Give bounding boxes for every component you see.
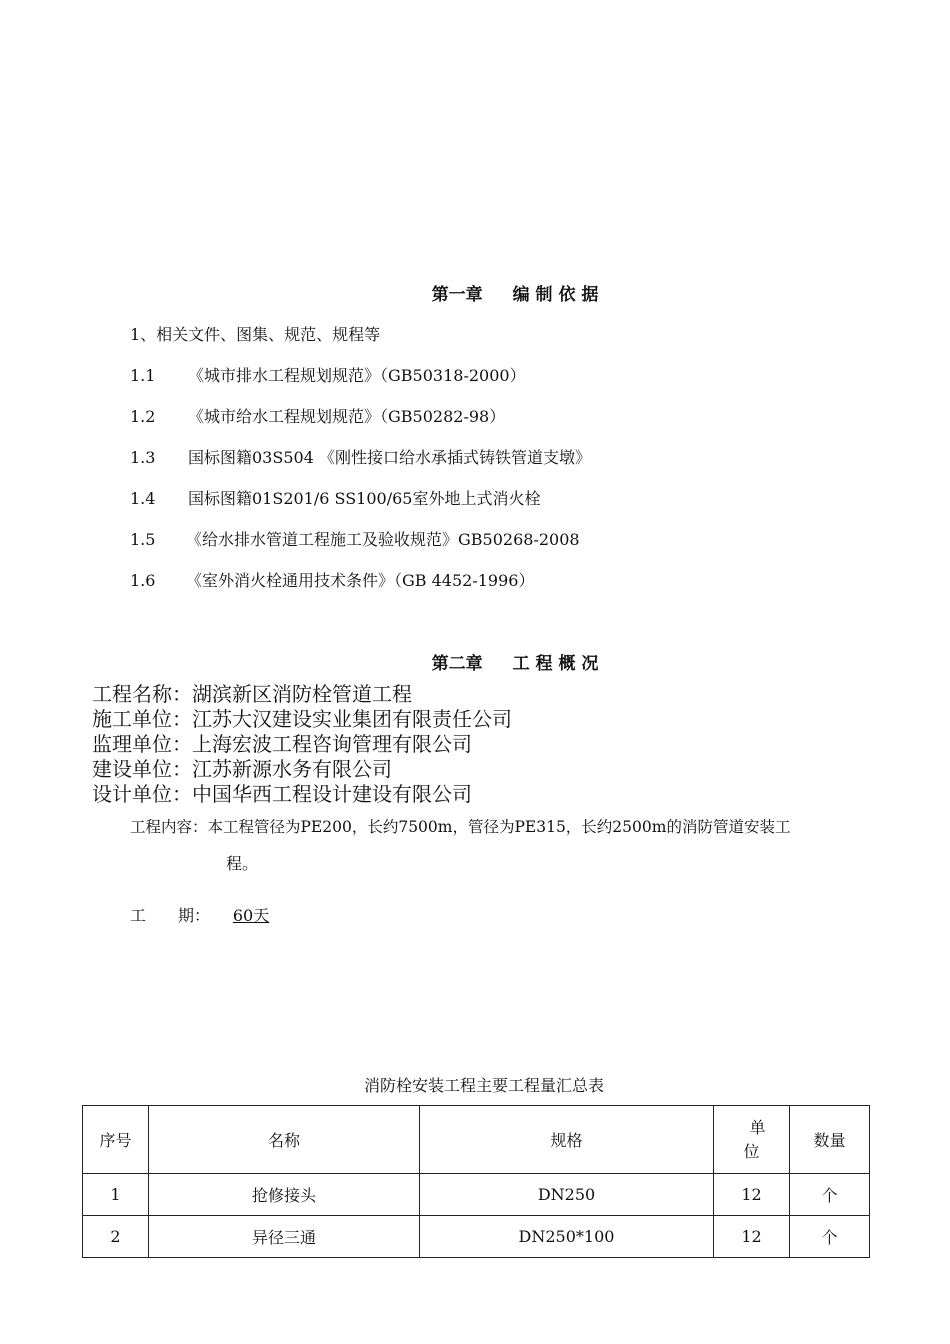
chapter1-title: 编 制 依 据	[512, 285, 599, 305]
project-content: 工程内容：本工程管径为PE200，长约7500m，管径为PE315，长约2500m的消防管道安装工	[130, 818, 791, 836]
cell-name: 抢修接头	[149, 1174, 420, 1216]
cell-seq: 1	[83, 1174, 149, 1216]
item-text: 《城市排水工程规划规范》（GB50318-2000）	[188, 366, 526, 385]
list-item	[130, 363, 526, 386]
list-item	[130, 568, 534, 591]
owner-unit: 建设单位：江苏新源水务有限公司	[92, 757, 392, 781]
item-text: 《城市给水工程规划规范》（GB50282-98）	[188, 407, 506, 426]
design-unit: 设计单位：中国华西工程设计建设有限公司	[92, 782, 472, 806]
header-qty: 数量	[790, 1106, 870, 1174]
cell-name: 异径三通	[149, 1216, 420, 1258]
list-item	[130, 527, 580, 550]
header-unit: 单 位	[714, 1106, 790, 1174]
item-number: 1.5	[130, 530, 156, 549]
header-spec: 规格	[420, 1106, 714, 1174]
cell-seq: 2	[83, 1216, 149, 1258]
item-text: 《室外消火栓通用技术条件》（GB 4452-1996）	[186, 571, 535, 590]
list-item	[130, 486, 540, 509]
project-name: 工程名称：湖滨新区消防栓管道工程	[92, 682, 412, 706]
header-name: 名称	[149, 1106, 420, 1174]
item-number: 1.4	[130, 489, 156, 508]
chapter1-prefix: 第一章	[431, 285, 483, 305]
item-text: 国标图籍01S201/6 SS100/65室外地上式消火栓	[188, 489, 541, 508]
table-row	[83, 1216, 870, 1258]
item-text: 《给水排水管道工程施工及验收规范》GB50268-2008	[186, 530, 580, 549]
item-number: 1.6	[130, 571, 156, 590]
table-header-row	[83, 1106, 870, 1174]
header-seq: 序号	[83, 1106, 149, 1174]
table-title: 消防栓安装工程主要工程量汇总表	[363, 1076, 604, 1095]
list-item	[130, 445, 591, 468]
cell-unit: 12	[714, 1216, 790, 1258]
construction-unit: 施工单位：江苏大汉建设实业集团有限责任公司	[92, 707, 512, 731]
project-period	[130, 903, 286, 926]
project-content-continued: 程。	[226, 854, 259, 873]
period-value: 60天	[232, 906, 270, 925]
item-number: 1.2	[130, 407, 156, 426]
chapter1-heading	[0, 280, 950, 305]
item-number: 1.3	[130, 448, 156, 467]
chapter1-intro: 1、相关文件、图集、规范、规程等	[130, 325, 381, 344]
supervision-unit: 监理单位：上海宏波工程咨询管理有限公司	[92, 732, 472, 756]
cell-spec: DN250*100	[420, 1216, 714, 1258]
list-item	[130, 404, 505, 427]
chapter2-heading	[0, 649, 950, 674]
item-number: 1.1	[130, 366, 156, 385]
quantity-summary-table	[82, 1105, 870, 1258]
item-text: 国标图籍03S504 《刚性接口给水承插式铸铁管道支墩》	[188, 448, 591, 467]
chapter2-prefix: 第二章	[431, 654, 483, 674]
cell-unit: 12	[714, 1174, 790, 1216]
cell-qty: 个	[790, 1216, 870, 1258]
cell-spec: DN250	[420, 1174, 714, 1216]
period-label: 工 期：	[130, 906, 211, 925]
cell-qty: 个	[790, 1174, 870, 1216]
table-row	[83, 1174, 870, 1216]
chapter2-title: 工 程 概 况	[512, 654, 599, 674]
